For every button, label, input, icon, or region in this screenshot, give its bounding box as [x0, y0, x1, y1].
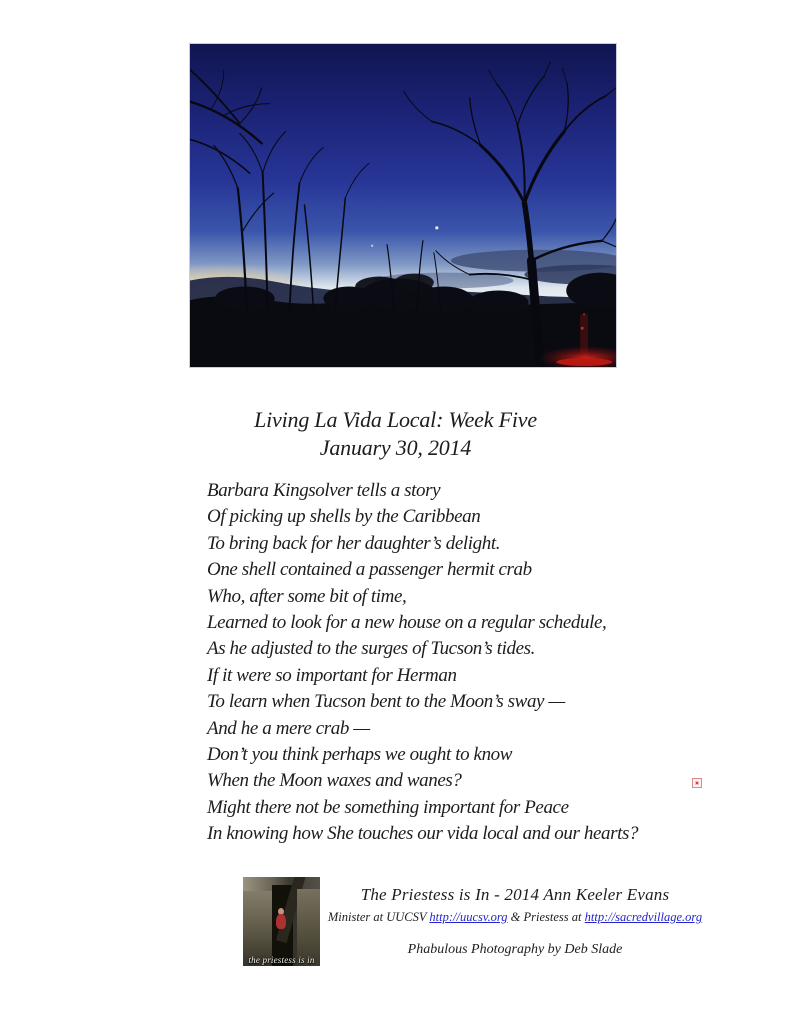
minister-label: Minister at UUCSV — [327, 910, 427, 924]
poem-line: Of picking up shells by the Caribbean — [207, 506, 481, 528]
badge-caption: the priestess is in — [248, 955, 315, 965]
poem — [207, 478, 767, 848]
broken-image-icon — [692, 778, 702, 788]
priestess-label: & Priestess at — [510, 910, 582, 924]
poem-line: Don’t you think perhaps we ought to know — [207, 744, 513, 766]
uucsv-link[interactable]: http://uucsv.org — [429, 910, 508, 924]
poem-line: Learned to look for a new house on a regular schedule, — [207, 612, 607, 634]
poem-line: Might there not be something important for Peace — [207, 796, 569, 818]
footer-text — [300, 884, 730, 958]
twilight-photo-art — [190, 44, 616, 367]
poem-line: To learn when Tucson bent to the Moon’s sway — — [207, 691, 565, 713]
poem-line: One shell contained a passenger hermit crab — [207, 559, 532, 581]
priestess-figure — [276, 914, 286, 929]
star — [371, 245, 373, 247]
twilight-photo — [189, 43, 617, 368]
sacredvillage-link[interactable]: http://sacredvillage.org — [584, 910, 703, 924]
poem-line: And he a mere crab — — [207, 717, 370, 739]
poem-line: When the Moon waxes and wanes? — [207, 770, 462, 792]
poem-line: As he adjusted to the surges of Tucson’s tides. — [207, 638, 535, 660]
star — [435, 226, 438, 229]
poem-line: If it were so important for Herman — [207, 664, 457, 686]
footer-links — [300, 908, 730, 926]
poem-line: Barbara Kingsolver tells a story — [207, 480, 441, 501]
page-date: January 30, 2014 — [319, 435, 472, 460]
page-title: Living La Vida Local: Week Five — [254, 407, 537, 432]
poem-line: To bring back for her daughter’s delight. — [207, 532, 501, 554]
photography-credit: Phabulous Photography by Deb Slade — [407, 942, 623, 957]
broken-image-glyph — [695, 781, 699, 785]
title-block — [0, 406, 791, 462]
poem-line: Who, after some bit of time, — [207, 585, 407, 607]
byline: The Priestess is In - 2014 Ann Keeler Evans — [360, 885, 670, 904]
poem-line: In knowing how She touches our vida local and our hearts? — [207, 823, 639, 845]
